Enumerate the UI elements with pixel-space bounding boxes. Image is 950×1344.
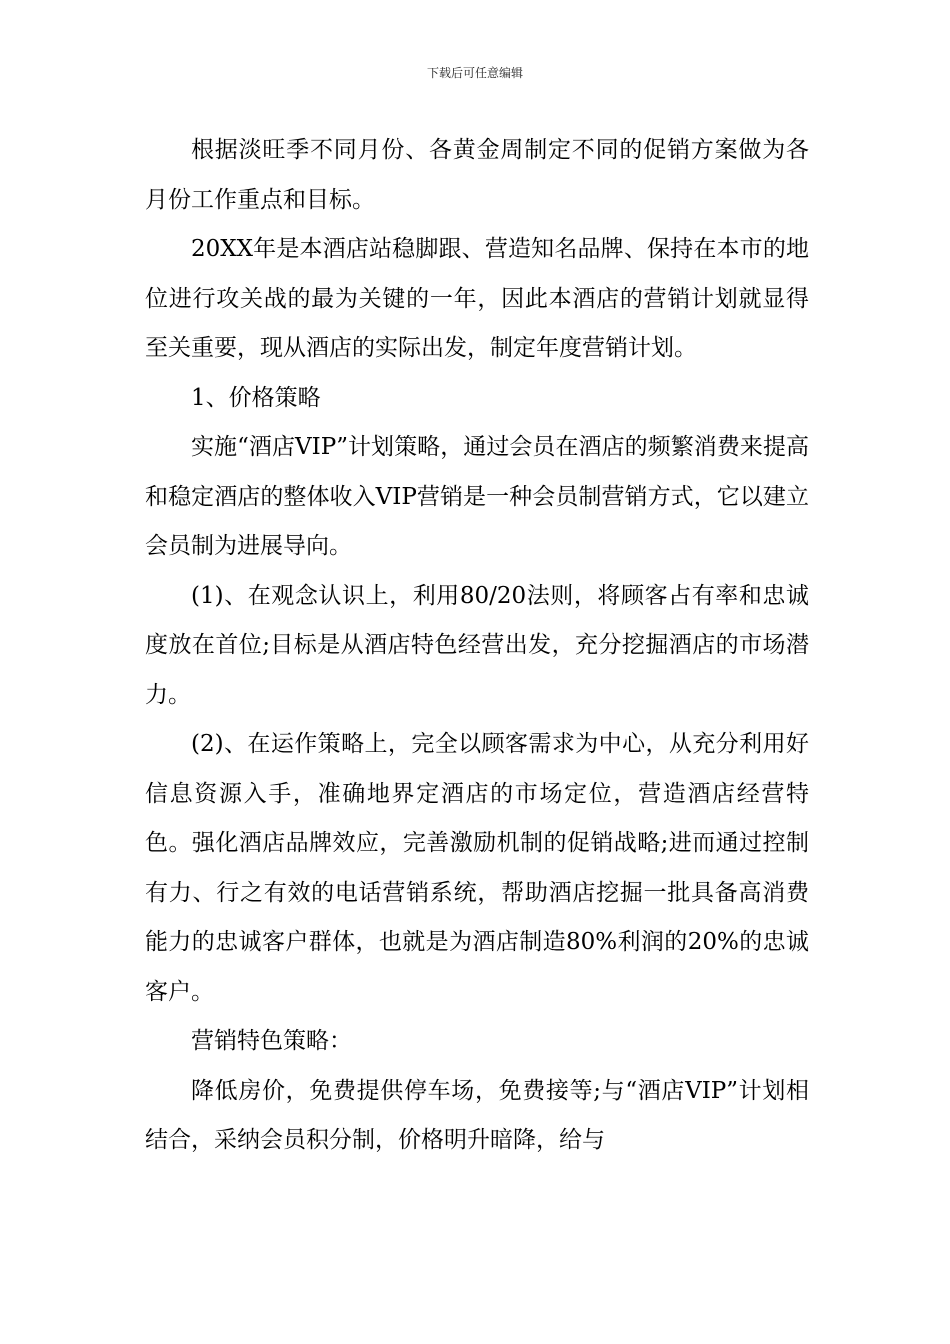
paragraph: 根据淡旺季不同月份、各黄金周制定不同的促销方案做为各月份工作重点和目标。 bbox=[145, 137, 809, 213]
subsection-heading: 营销特色策略： bbox=[191, 1028, 352, 1054]
page-header: 下载后可任意编辑 bbox=[426, 66, 523, 80]
paragraph: 实施“酒店VIP”计划策略，通过会员在酒店的频繁消费来提高和稳定酒店的整体收入VIP营销是一种会员制营销方式，它以建立会员制为进展导向。 bbox=[145, 434, 809, 559]
paragraph: (1)、在观念认识上，利用80/20法则，将顾客占有率和忠诚度放在首位;目标是从酒店特色经营出发，充分挖掘酒店的市场潜力。 bbox=[145, 582, 809, 708]
paragraph: 20XX年是本酒店站稳脚跟、营造知名品牌、保持在本市的地位进行攻关战的最为关键的一年，因此本酒店的营销计划就显得至关重要，现从酒店的实际出发，制定年度营销计划。 bbox=[145, 236, 809, 361]
document-body bbox=[145, 126, 809, 1166]
paragraph: 降低房价，免费提供停车场，免费接等;与“酒店VIP”计划相结合，采纳会员积分制，价格明升暗降，给与 bbox=[145, 1077, 809, 1153]
paragraph: (2)、在运作策略上，完全以顾客需求为中心，从充分利用好信息资源入手，准确地界定酒店的市场定位，营造酒店经营特色。强化酒店品牌效应，完善激励机制的促销战略;进而通过控制有力、行之有效的电话营销系统，帮助酒店挖掘一批具备高消费能力的忠诚客户群体，也就是为酒店制造80%利润的20%的忠诚客户。 bbox=[145, 731, 809, 1005]
section-heading: 1、价格策略 bbox=[191, 384, 321, 411]
